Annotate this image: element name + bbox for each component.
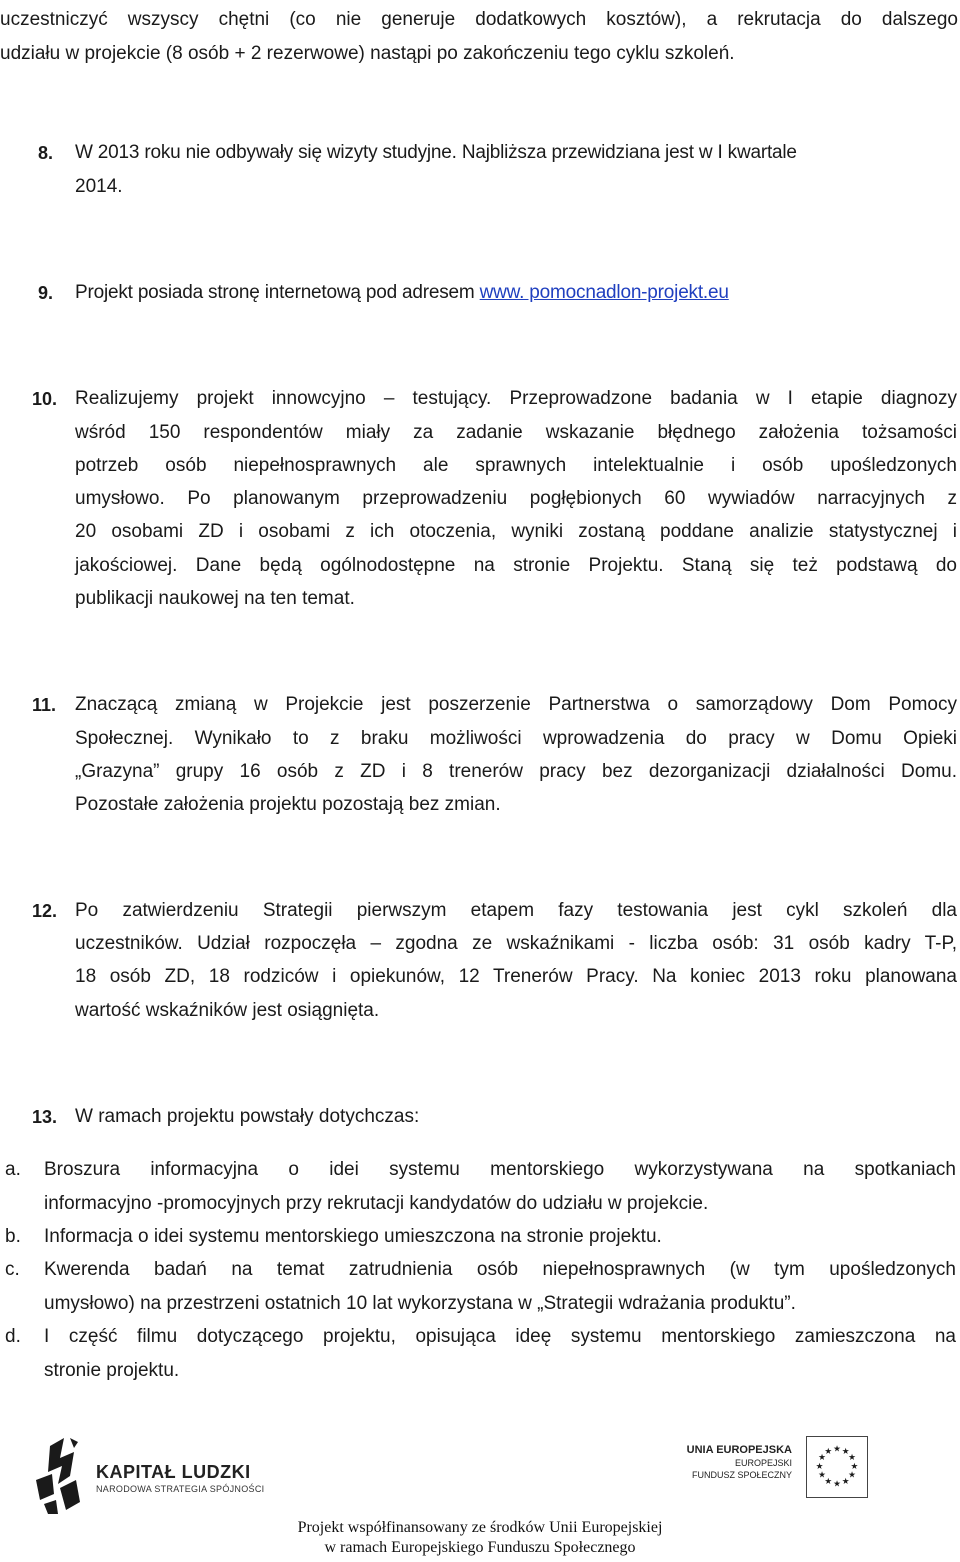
item-13d-line-2: stronie projektu. [44, 1360, 180, 1381]
item-10-line-1: Realizujemy projekt innowcyjno – testujący. Przeprowadzone badania w I etapie diagnozy [75, 388, 957, 409]
item-12-number: 12. [32, 901, 58, 921]
item-10-line-6: jakościowej. Dane będą ogólnodostępne na stronie Projektu. Staną się też podstawą do [75, 555, 957, 576]
item-10-line-3: potrzeb osób niepełnosprawnych ale sprawnych intelektualnie i osób upośledzonych [75, 455, 957, 476]
item-10-line-5: 20 osobami ZD i osobami z ich otoczenia, wyniki zostaną poddane analizie statystycznej i [75, 521, 957, 542]
intro-line-2: udziału w projekcie (8 osób + 2 rezerwowe) nastąpi po zakończeniu tego cyklu szkoleń. [0, 43, 735, 64]
svg-text:★: ★ [848, 1470, 856, 1481]
item-8-line-1: W 2013 roku nie odbywały się wizyty studyjne. Najbliższa przewidziana jest w I kwartale [75, 142, 797, 163]
item-9-label: Projekt posiada stronę internetową pod adresem [75, 282, 480, 303]
item-13-title: W ramach projektu powstały dotychczas: [75, 1106, 420, 1127]
item-12-line-1: Po zatwierdzeniu Strategii pierwszym etapem fazy testowania jest cykl szkoleń dla [75, 900, 957, 921]
kapital-ludzki-logo-icon [30, 1436, 90, 1516]
item-12-line-2: uczestników. Udział rozpoczęła – zgodna ze wskaźnikami - liczba osób: 31 osób kadry T-P, [75, 933, 957, 954]
eu-subtitle-1: EUROPEJSKI [734, 1458, 792, 1468]
eu-subtitle-2: FUNDUSZ SPOŁECZNY [691, 1470, 792, 1480]
svg-text:★: ★ [848, 1453, 856, 1464]
item-13a-line-1: Broszura informacyjna o idei systemu mentorskiego wykorzystywana na spotkaniach [44, 1159, 956, 1180]
footer-logos [0, 1428, 960, 1528]
footer-cofinancing-note [0, 1518, 960, 1558]
intro-line-1: uczestniczyć wszyscy chętni (co nie generuje dodatkowych kosztów), a rekrutacja do dalszego [0, 9, 958, 30]
item-13c-letter: c. [5, 1259, 20, 1280]
item-8-line-2: 2014. [75, 176, 123, 197]
svg-text:★: ★ [841, 1446, 850, 1457]
svg-text:★: ★ [818, 1470, 826, 1481]
eu-text [680, 1444, 792, 1481]
eu-title: UNIA EUROPEJSKA [686, 1444, 792, 1456]
kapital-ludzki-text [96, 1462, 264, 1494]
item-13d-line-1: I część filmu dotyczącego projektu, opisująca ideę systemu mentorskiego zamieszczona na [44, 1326, 956, 1347]
footer-note-line-1: Projekt współfinansowany ze środków Unii Europejskiej [297, 1519, 663, 1536]
item-11-number: 11. [32, 695, 57, 715]
svg-text:★: ★ [833, 1479, 841, 1490]
svg-text:★: ★ [833, 1444, 841, 1455]
item-11-line-4: Pozostałe założenia projektu pozostają bez zmian. [75, 794, 501, 815]
item-11-line-2: Społecznej. Wynikało to z braku możliwości wprowadzenia do pracy w Domu Opieki [75, 728, 957, 749]
item-12-line-4: wartość wskaźników jest osiągnięta. [75, 1000, 380, 1021]
item-10-line-7: publikacji naukowej na ten temat. [75, 588, 355, 609]
item-12-line-3: 18 osób ZD, 18 rodziców i opiekunów, 12 Trenerów Pracy. Na koniec 2013 roku planowana [75, 966, 957, 987]
item-13-number: 13. [32, 1107, 58, 1127]
item-11-line-3: „Grazyna” grupy 16 osób z ZD i 8 trenerów pracy bez dezorganizacji działalności Domu. [75, 761, 957, 782]
item-10-line-4: umysłowo. Po planowanym przeprowadzeniu pogłębionych 60 wywiadów narracyjnych z [75, 488, 957, 509]
item-13c-line-2: umysłowo) na przestrzeni ostatnich 10 lat wykorzystana w „Strategii wdrażania produktu”. [44, 1293, 796, 1314]
item-13a-letter: a. [5, 1159, 21, 1180]
kapital-ludzki-title: KAPITAŁ LUDZKI [96, 1462, 251, 1482]
item-10-number: 10. [32, 389, 58, 409]
item-8-number: 8. [38, 143, 54, 163]
item-13b-letter: b. [5, 1226, 21, 1247]
item-9-text [75, 276, 957, 310]
item-13a-line-2: informacyjno -promocyjnych przy rekrutacji kandydatów do udziału w projekcie. [44, 1193, 709, 1214]
footer-note-line-2: w ramach Europejskiego Funduszu Społecznego [324, 1539, 636, 1556]
svg-text:★: ★ [818, 1453, 826, 1464]
item-13b-line-1: Informacja o idei systemu mentorskiego umieszczona na stronie projektu. [44, 1226, 662, 1247]
svg-text:★: ★ [824, 1476, 833, 1487]
svg-text:★: ★ [850, 1461, 859, 1472]
svg-text:★: ★ [815, 1461, 824, 1472]
item-11-line-1: Znaczącą zmianą w Projekcie jest poszerzenie Partnerstwa o samorządowy Dom Pomocy [75, 694, 957, 715]
item-13d-letter: d. [5, 1326, 21, 1347]
item-13c-line-1: Kwerenda badań na temat zatrudnienia osób niepełnosprawnych (w tym upośledzonych [44, 1259, 956, 1280]
svg-text:★: ★ [824, 1446, 833, 1457]
item-9-number: 9. [38, 283, 54, 303]
kapital-ludzki-subtitle: NARODOWA STRATEGIA SPÓJNOŚCI [96, 1484, 265, 1494]
eu-flag-icon [806, 1436, 868, 1498]
svg-text:★: ★ [841, 1476, 850, 1487]
item-10-line-2: wśród 150 respondentów miały za zadanie wskazanie błędnego założenia tożsamości [75, 422, 957, 443]
project-website-link[interactable]: www. pomocnadlon-projekt.eu [479, 282, 729, 303]
